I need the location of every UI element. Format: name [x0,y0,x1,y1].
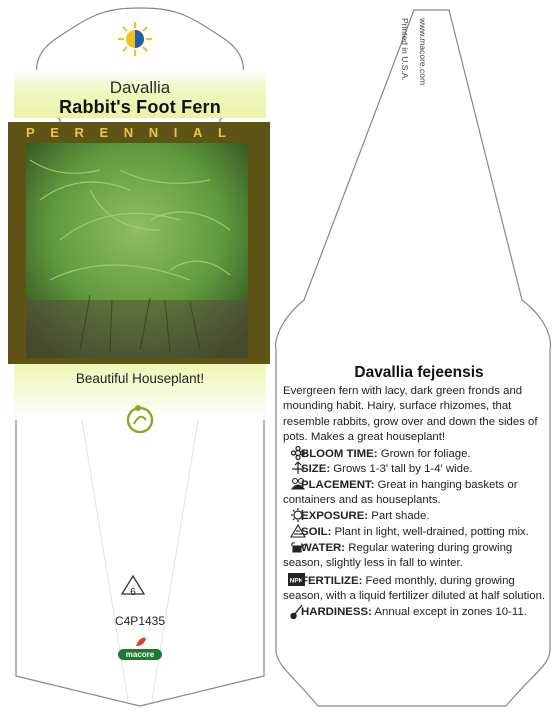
plant-description: Evergreen fern with lacy, dark green fronds and mounding habit. Hairy, surface rhizomes, that resemble rabbits, grow over and down the sides of pots. Makes a great houseplant! [283,385,538,444]
care-item-hardiness [283,604,547,620]
care-text: Part shade. [368,510,430,522]
printed-in: Printed in U.S.A. [400,18,410,81]
care-text: Plant in light, well-drained, potting mix. [331,526,529,538]
product-code: C4P1435 [114,614,166,628]
fertilizer-icon-slot [283,573,299,587]
care-item-water [283,540,547,572]
cultivar-name: Rabbit's Foot Fern [59,97,221,117]
website-text [417,18,428,85]
care-item-fertilize [283,573,547,605]
care-label: PLACEMENT: [301,479,375,491]
recycle-number: 6 [130,587,136,598]
printed-in-text [399,18,410,81]
care-text: Regular watering during growing season, slightly less in fall to winter. [283,542,513,570]
care-item-bloom-time [283,446,547,462]
size-icon-slot [283,461,299,475]
care-item-soil [283,524,547,540]
care-text: Grown for foliage. [377,448,471,460]
care-text: Great in hanging baskets or containers and as houseplants. [283,479,518,507]
care-item-exposure [283,508,547,524]
care-item-placement [283,477,547,509]
care-label: WATER: [301,542,346,554]
website: www.macore.com [418,18,428,86]
care-item-size [283,461,547,477]
care-label: HARDINESS: [301,606,372,618]
sun-icon-slot [283,508,299,522]
care-label: EXPOSURE: [301,510,369,522]
care-label: BLOOM TIME: [301,448,378,460]
placement-icon-slot [283,477,299,491]
svg-text:NPK: NPK [289,577,304,585]
care-text: Feed monthly, during growing season, with a liquid fertilizer diluted at half solution. [283,575,546,603]
care-label: SOIL: [301,526,332,538]
care-label: FERTILIZE: [301,575,363,587]
care-text: Grows 1-3' tall by 1-4' wide. [330,463,473,475]
care-text: Annual except in zones 10-11. [371,606,527,618]
watering-icon-slot [283,540,299,554]
soil-icon-slot [283,524,299,538]
care-label: SIZE: [301,463,331,475]
brand-logo: macore [118,649,162,660]
tagline: Beautiful Houseplant! [75,371,205,386]
scientific-name: Davallia fejeensis [354,364,484,381]
common-name: Davallia [109,78,171,97]
category-text: PERENNIAL [26,125,242,140]
thermometer-icon-slot [283,604,299,618]
flower-icon-slot [283,446,299,460]
